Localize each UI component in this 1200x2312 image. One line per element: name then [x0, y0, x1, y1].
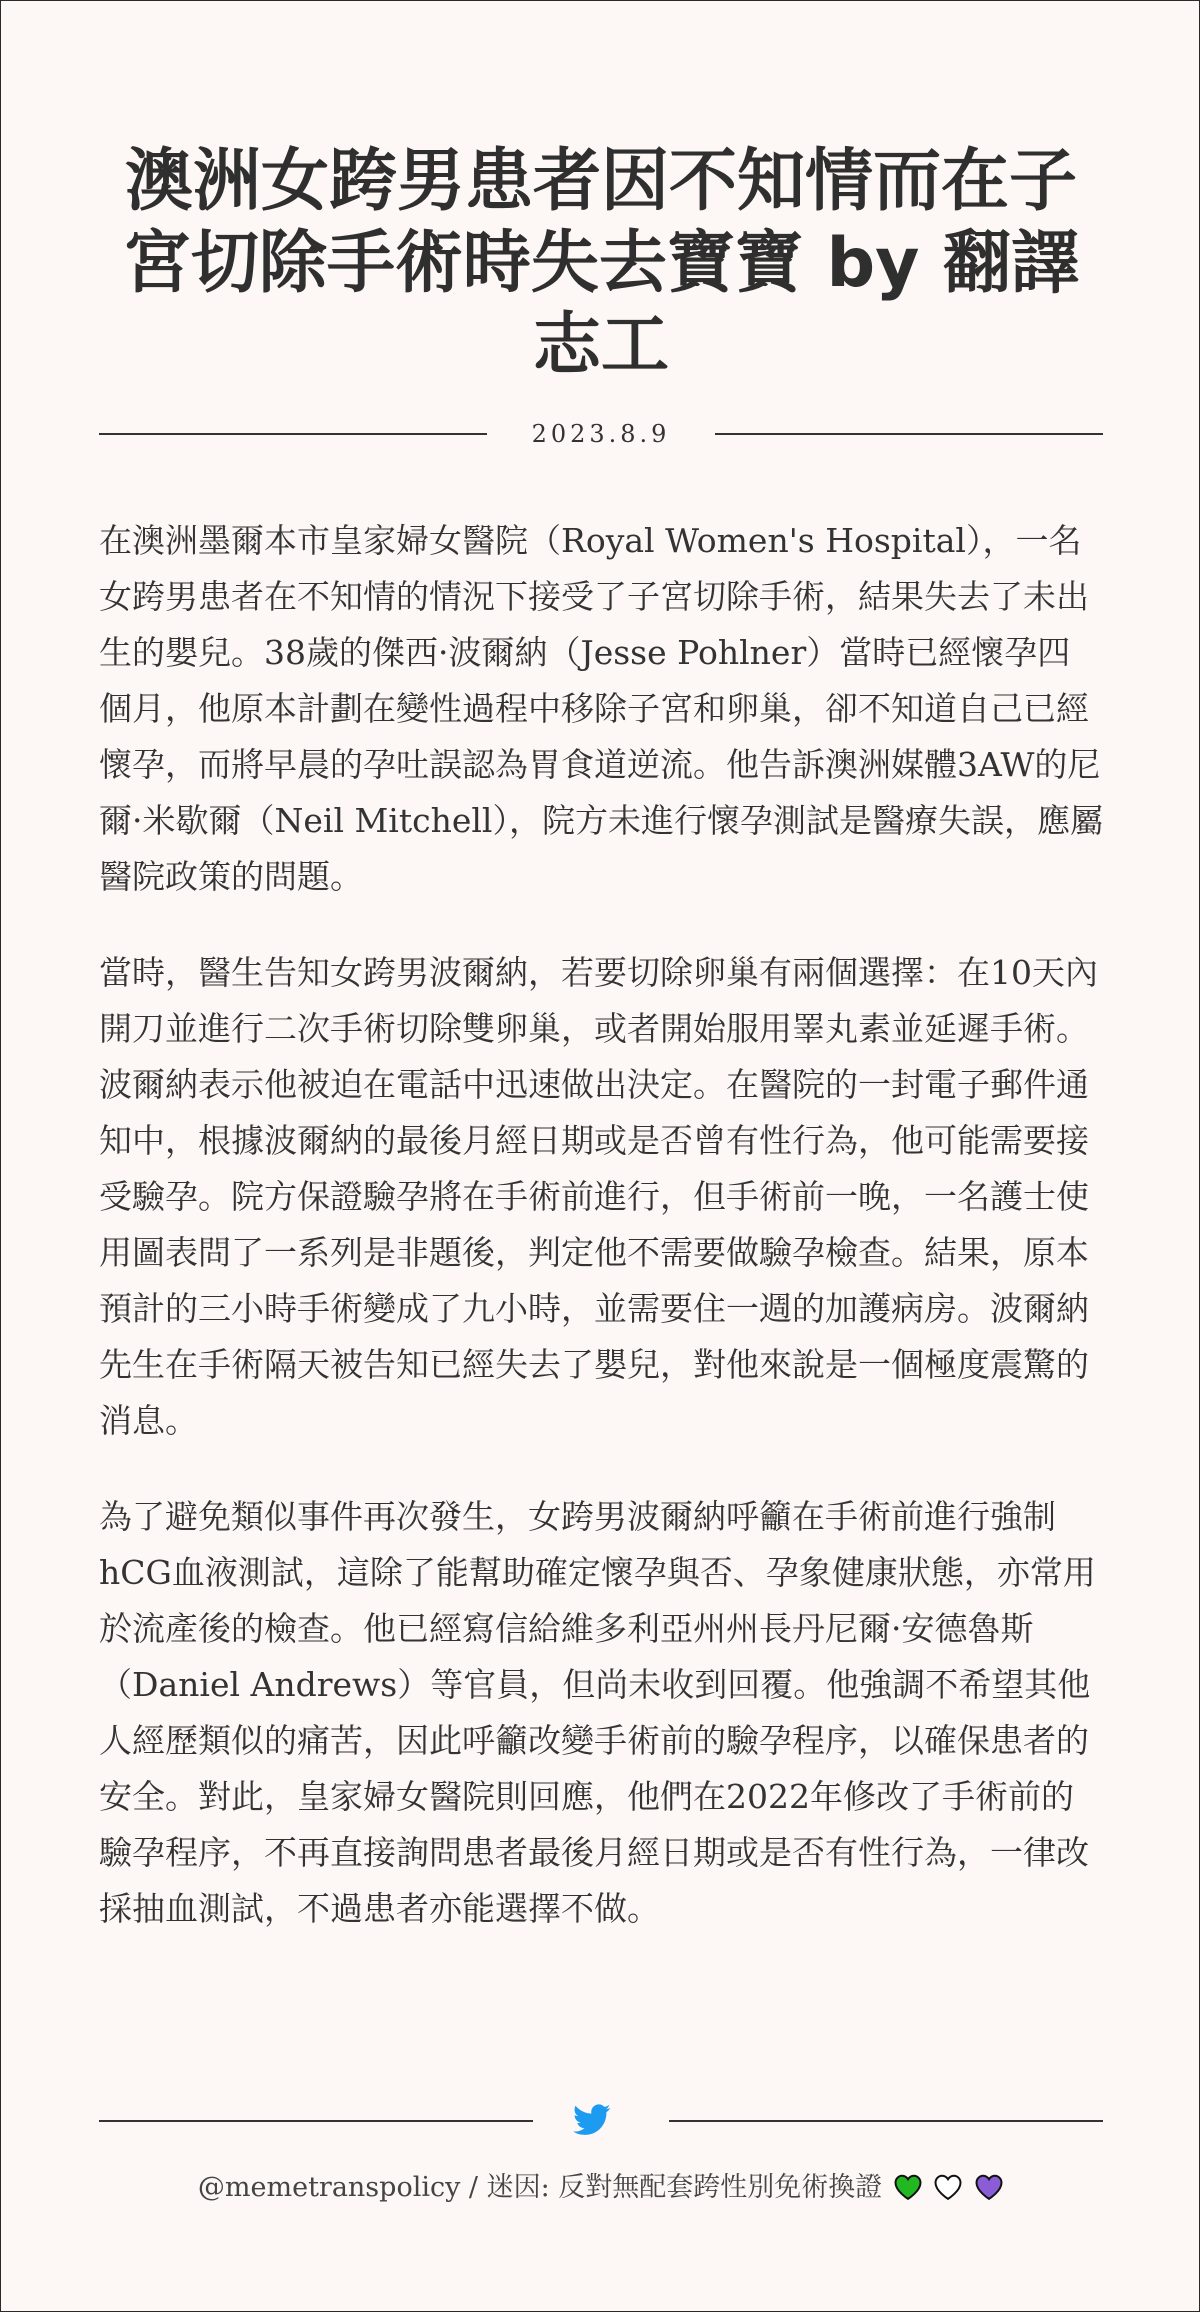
credits-text: @memetranspolicy / 迷因: 反對無配套跨性別免術換證 [197, 2172, 883, 2203]
footer-rule-right [669, 2120, 1103, 2122]
footer-divider [99, 2101, 1103, 2141]
divider-right [715, 433, 1103, 435]
purple-heart-icon [974, 2173, 1004, 2201]
white-heart-icon [933, 2173, 963, 2201]
paragraph-2: 當時，醫生告知女跨男波爾納，若要切除卵巢有兩個選擇：在10天內開刀並進行二次手術切除雙卵巢，或者開始服用睪丸素並延遲手術。波爾納表示他被迫在電話中迅速做出決定。在醫院的一封電子郵件通知中，根據波爾納的最後月經日期或是否曾有性行為，他可能需要接受驗孕。院方保證驗孕將在手術前進行，但手術前一晚，一名護士使用圖表問了一系列是非題後，判定他不需要做驗孕檢查。結果，原本預計的三小時手術變成了九小時，並需要住一週的加護病房。波爾納先生在手術隔天被告知已經失去了嬰兒，對他來說是一個極度震驚的消息。 [99, 953, 1098, 1440]
date-row [99, 416, 1103, 452]
footer-credits [1, 2166, 1200, 2210]
paragraph-1: 在澳洲墨爾本市皇家婦女醫院（Royal Women's Hospital），一名女跨男患者在不知情的情況下接受了子宮切除手術，結果失去了未出生的嬰兒。38歲的傑西·波爾納（Jesse Pohlner）當時已經懷孕四個月，他原本計劃在變性過程中移除子宮和卵巢，卻不知道自己已經懷孕，而將早晨的孕吐誤認為胃食道逆流。他告訴澳洲媒體3AW的尼爾·米歇爾（Neil Mitchell），院方未進行懷孕測試是醫療失誤，應屬醫院政策的問題。 [99, 521, 1103, 896]
article-title: 澳洲女跨男患者因不知情而在子宮切除手術時失去寶寶 by 翻譯志工 [122, 142, 1080, 385]
paragraph-3: 為了避免類似事件再次發生，女跨男波爾納呼籲在手術前進行強制hCG血液測試，這除了能幫助確定懷孕與否、孕象健康狀態，亦常用於流產後的檢查。他已經寫信給維多利亞州州長丹尼爾·安德魯斯（Daniel Andrews）等官員，但尚未收到回覆。他強調不希望其他人經歷類似的痛苦，因此呼籲改變手術前的驗孕程序，以確保患者的安全。對此，皇家婦女醫院則回應，他們在2022年修改了手術前的驗孕程序，不再直接詢問患者最後月經日期或是否有性行為，一律改採抽血測試，不過患者亦能選擇不做。 [99, 1497, 1096, 1928]
article-date: 2023.8.9 [531, 420, 671, 448]
twitter-icon[interactable] [573, 2103, 611, 2137]
footer-rule-left [99, 2120, 533, 2122]
green-heart-icon [893, 2173, 923, 2201]
article-body [99, 513, 1103, 1977]
